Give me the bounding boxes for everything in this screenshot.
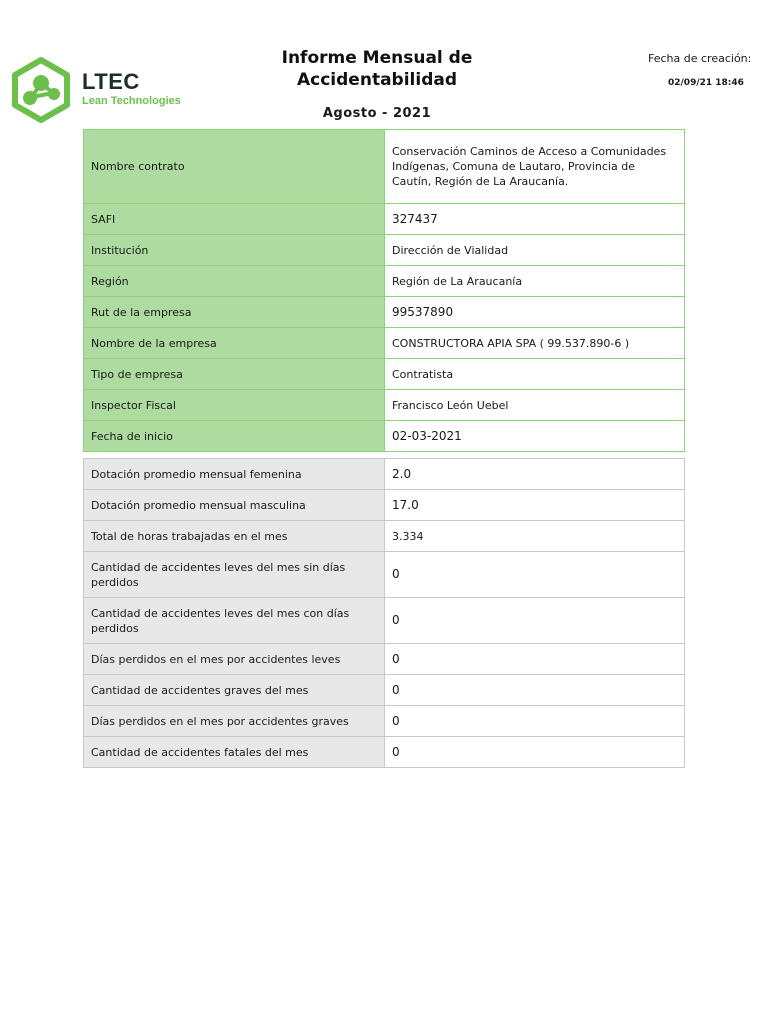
row-label: Nombre contrato [84, 130, 385, 204]
report-title: Informe Mensual de Accidentabilidad [281, 48, 473, 90]
table-row [84, 552, 685, 598]
row-label: Cantidad de accidentes leves del mes con días perdidos [84, 598, 385, 644]
row-label: Región [84, 266, 385, 297]
row-value: 02-03-2021 [385, 421, 685, 452]
table-row [84, 598, 685, 644]
row-label: Inspector Fiscal [84, 390, 385, 421]
row-label: Dotación promedio mensual masculina [84, 490, 385, 521]
row-label: Fecha de inicio [84, 421, 385, 452]
table-row [84, 390, 685, 421]
row-value: 0 [385, 706, 685, 737]
table-row [84, 266, 685, 297]
table-row [84, 706, 685, 737]
period-month: Agosto [322, 106, 378, 121]
row-label: Tipo de empresa [84, 359, 385, 390]
report-period [238, 106, 516, 121]
row-value: 0 [385, 644, 685, 675]
period-separator: - [377, 106, 393, 121]
row-label: Total de horas trabajadas en el mes [84, 521, 385, 552]
row-value: 2.0 [385, 459, 685, 490]
company-logo [10, 57, 190, 123]
table-row [84, 490, 685, 521]
row-label: Dotación promedio mensual femenina [84, 459, 385, 490]
table-row [84, 130, 685, 204]
table-row [84, 675, 685, 706]
logo-wordmark: LTEC [82, 69, 140, 94]
period-year: 2021 [392, 106, 432, 121]
table-row [84, 359, 685, 390]
accident-stats-table [83, 458, 685, 768]
row-label: Cantidad de accidentes leves del mes sin días perdidos [84, 552, 385, 598]
hexagon-molecule-icon [10, 57, 72, 123]
row-value: 0 [385, 598, 685, 644]
row-value: 17.0 [385, 490, 685, 521]
row-value: Francisco León Uebel [385, 390, 685, 421]
table-row [84, 297, 685, 328]
row-value: Región de La Araucanía [385, 266, 685, 297]
row-value: CONSTRUCTORA APIA SPA ( 99.537.890-6 ) [385, 328, 685, 359]
row-value: 0 [385, 552, 685, 598]
row-value: Contratista [385, 359, 685, 390]
table-row [84, 521, 685, 552]
row-label: Cantidad de accidentes fatales del mes [84, 737, 385, 768]
row-value: 327437 [385, 204, 685, 235]
row-label: Días perdidos en el mes por accidentes graves [84, 706, 385, 737]
logo-tagline: Lean Technologies [82, 95, 181, 107]
table-row [84, 235, 685, 266]
row-label: Rut de la empresa [84, 297, 385, 328]
row-value: 99537890 [385, 297, 685, 328]
table-row [84, 737, 685, 768]
table-row [84, 459, 685, 490]
table-row [84, 421, 685, 452]
contract-info-table [83, 129, 685, 452]
row-value: Conservación Caminos de Acceso a Comunidades Indígenas, Comuna de Lautaro, Provincia de Cautín, Región de La Araucanía. [385, 130, 685, 204]
created-label: Fecha de creación: [648, 52, 752, 65]
row-value: 0 [385, 737, 685, 768]
row-value: Dirección de Vialidad [385, 235, 685, 266]
row-label: Institución [84, 235, 385, 266]
row-value: 3.334 [385, 521, 685, 552]
table-row [84, 204, 685, 235]
table-row [84, 328, 685, 359]
row-value: 0 [385, 675, 685, 706]
row-label: SAFI [84, 204, 385, 235]
row-label: Nombre de la empresa [84, 328, 385, 359]
created-date: 02/09/21 18:46 [668, 78, 744, 88]
row-label: Días perdidos en el mes por accidentes leves [84, 644, 385, 675]
row-label: Cantidad de accidentes graves del mes [84, 675, 385, 706]
table-row [84, 644, 685, 675]
